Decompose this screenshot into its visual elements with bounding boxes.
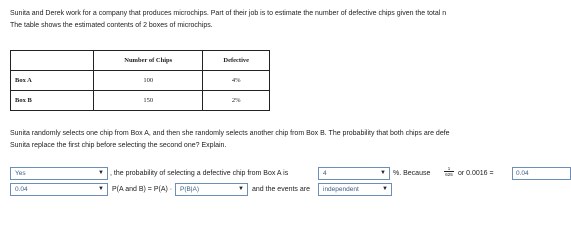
table-header-corner: [11, 51, 94, 71]
table-row: [11, 91, 270, 111]
question-line-1: Sunita randomly selects one chip from Box A, and then she randomly selects another chip from Box B. The probability that both chips are defe: [10, 130, 450, 137]
chevron-down-icon: ▼: [98, 186, 104, 192]
table-header-row: [11, 51, 270, 71]
chips-table: [10, 50, 270, 111]
product-input[interactable]: [512, 167, 571, 180]
answer-text-2: %. Because: [393, 170, 431, 177]
table-cell-defective: 2%: [203, 91, 270, 111]
table-cell-chips: 150: [94, 91, 203, 111]
events-type-dropdown[interactable]: [318, 183, 392, 196]
answer-text-3: or 0.0016 =: [458, 170, 494, 177]
factor-dropdown-value: 0.04: [15, 186, 28, 193]
table-row-label: Box B: [11, 91, 94, 111]
table-header-defective: Defective: [203, 51, 270, 71]
answer-text-4: P(A and B) = P(A) ·: [112, 186, 173, 193]
fraction-numerator: 1: [444, 166, 454, 172]
intro-line-2: The table shows the estimated contents of 2 boxes of microchips.: [10, 22, 213, 29]
answer-text-5: and the events are: [252, 186, 310, 193]
chevron-down-icon: ▼: [382, 186, 388, 192]
question-line-2: Sunita replace the first chip before selecting the second one? Explain.: [10, 142, 227, 149]
answer-text-1: , the probability of selecting a defective chip from Box A is: [110, 170, 289, 177]
table-row: [11, 71, 270, 91]
chevron-down-icon: ▼: [98, 170, 104, 176]
chevron-down-icon: ▼: [238, 186, 244, 192]
answer-yes-no-value: Yes: [15, 170, 26, 177]
percent-dropdown[interactable]: [318, 167, 390, 180]
chevron-down-icon: ▼: [380, 170, 386, 176]
factor-dropdown[interactable]: [10, 183, 108, 196]
table-cell-defective: 4%: [203, 71, 270, 91]
answer-yes-no-dropdown[interactable]: [10, 167, 108, 180]
fraction-denominator: 625: [445, 172, 453, 177]
conditional-dropdown-value: P(B|A): [180, 186, 200, 193]
percent-dropdown-value: 4: [323, 170, 327, 177]
product-input-value: 0.04: [516, 170, 529, 177]
intro-line-1: Sunita and Derek work for a company that produces microchips. Part of their job is to estimate the number of defective chips given the total n: [10, 10, 447, 17]
table-row-label: Box A: [11, 71, 94, 91]
table-cell-chips: 100: [94, 71, 203, 91]
conditional-dropdown[interactable]: [175, 183, 248, 196]
events-type-dropdown-value: independent: [323, 186, 359, 193]
table-header-number-of-chips: Number of Chips: [94, 51, 203, 71]
fraction-1-over-625: [444, 166, 454, 177]
